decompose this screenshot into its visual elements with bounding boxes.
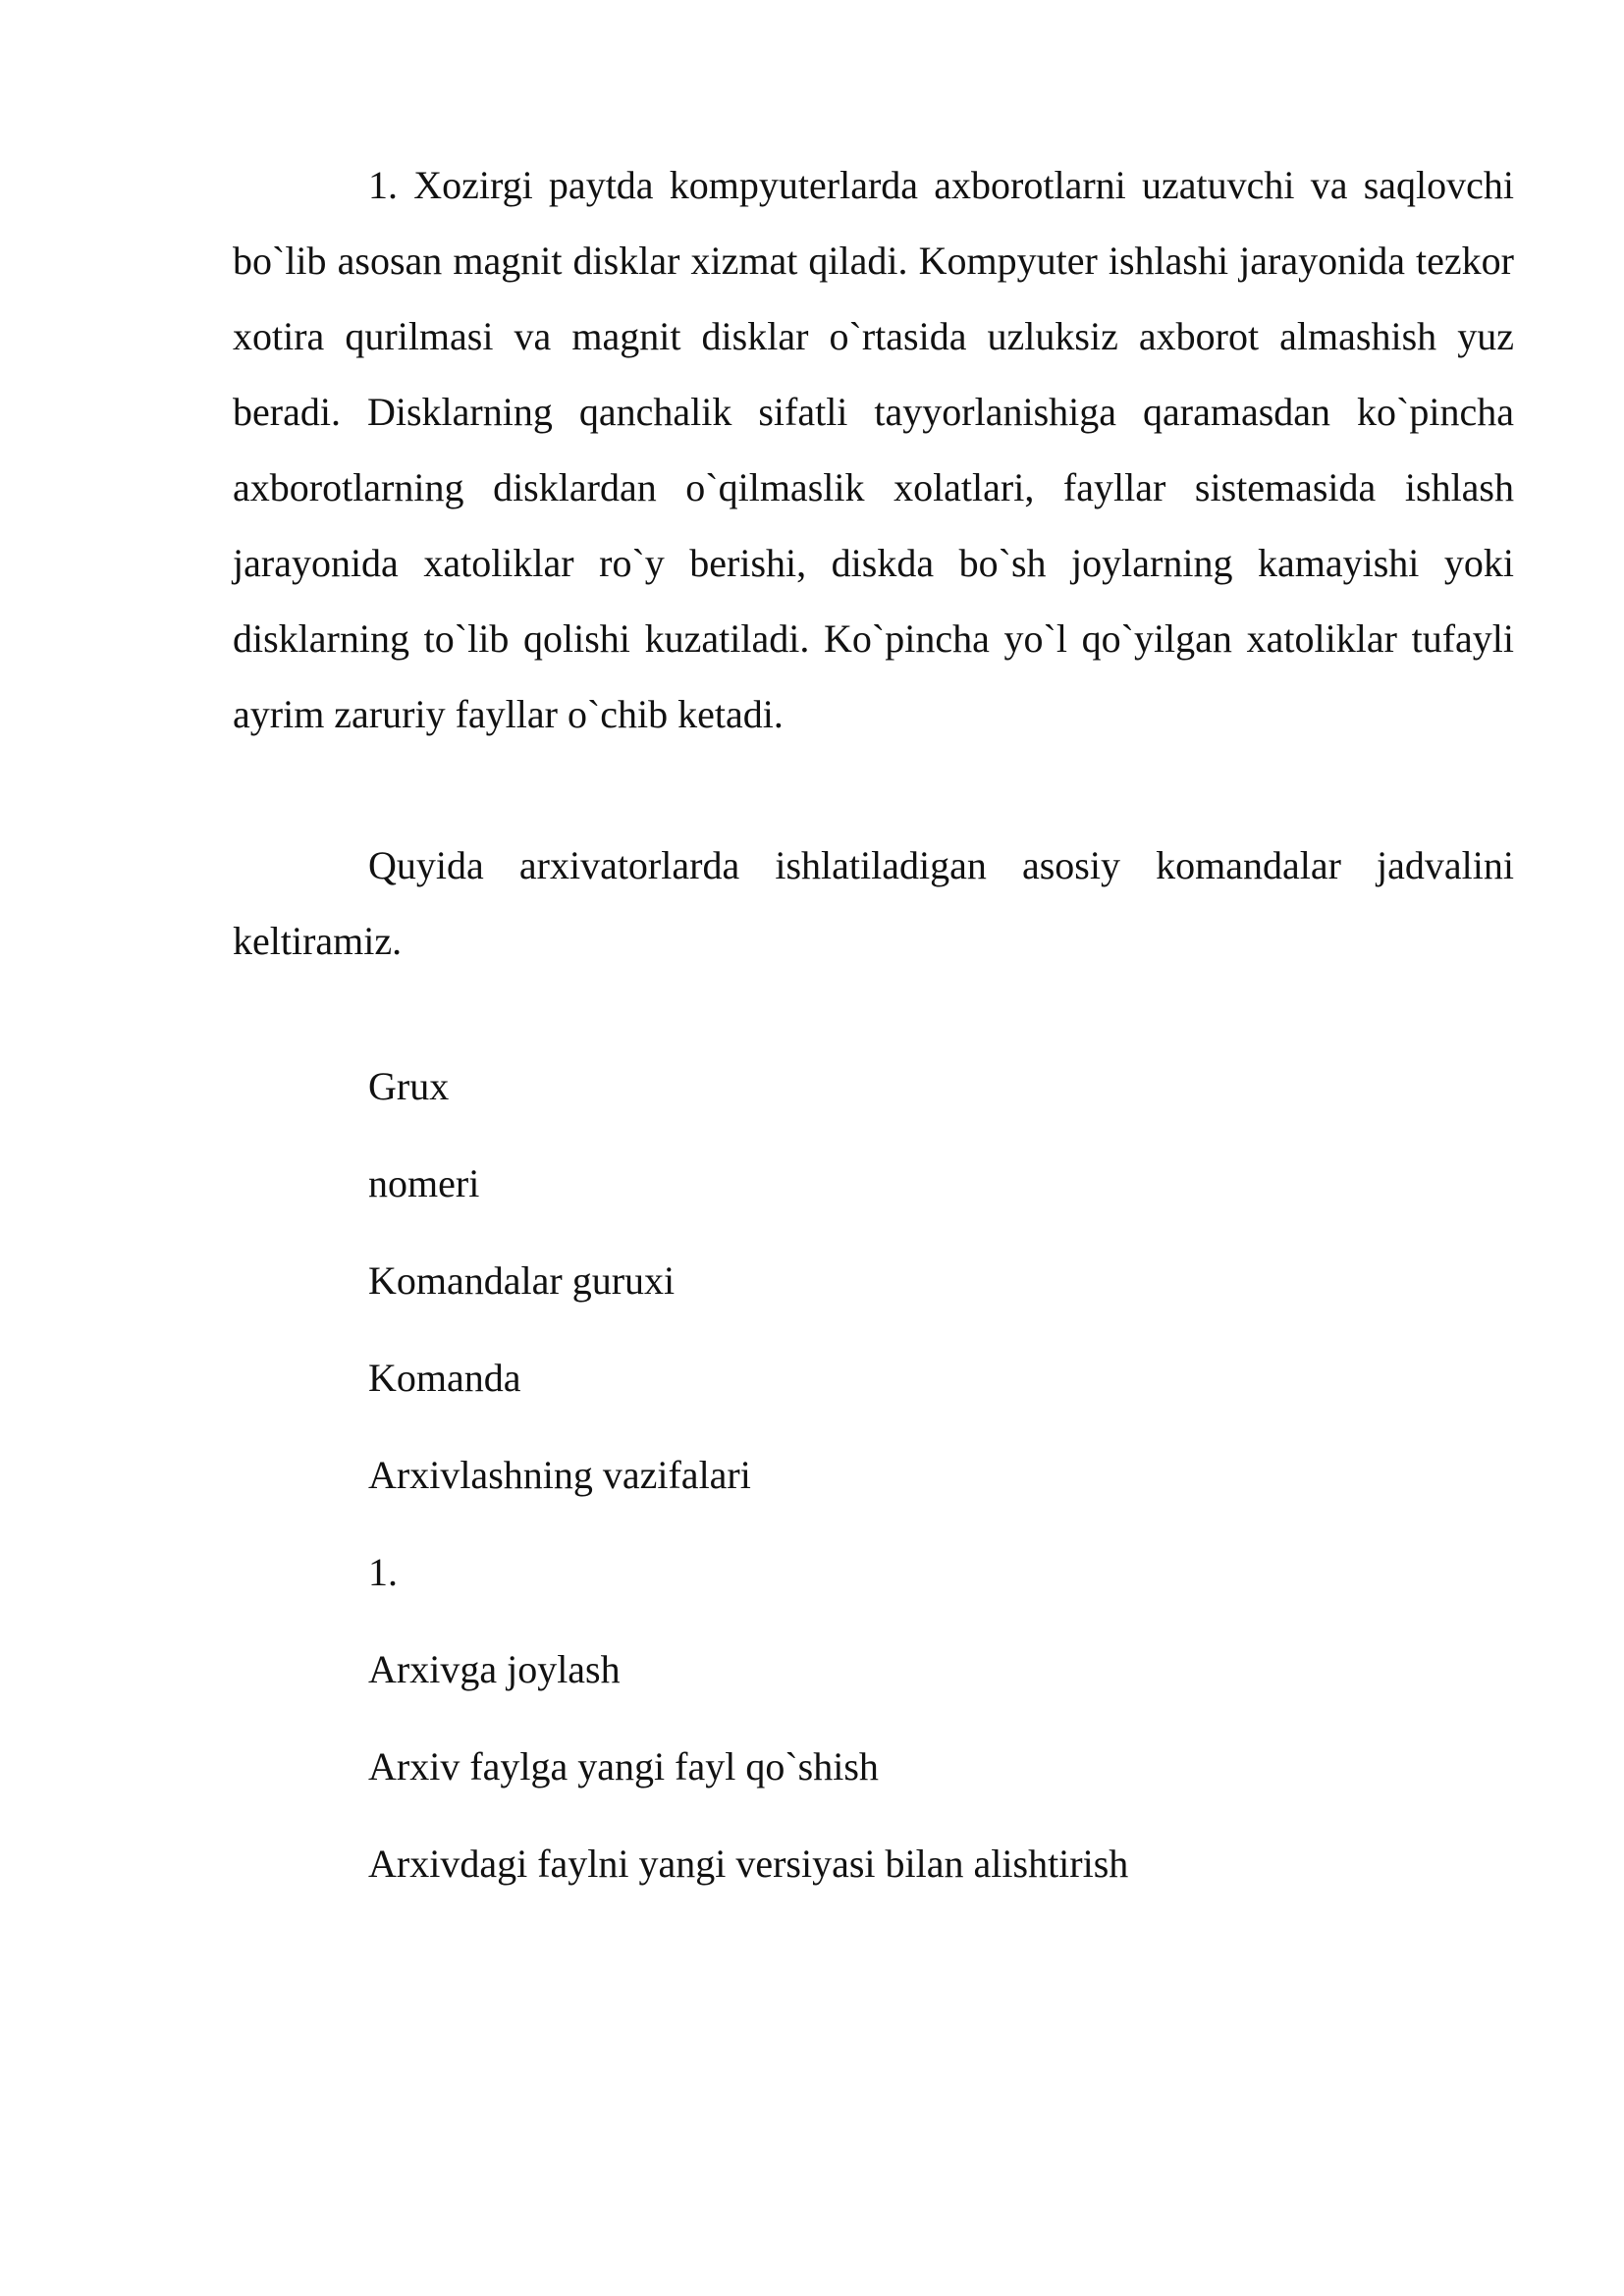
table-header-group-number-1: Grux [368, 1064, 450, 1108]
table-header-functions: Arxivlashning vazifalari [368, 1453, 751, 1497]
table-cell-group-number: 1. [368, 1550, 398, 1594]
table-header-group-number-2: nomeri [368, 1161, 480, 1205]
table-header-command-group: Komandalar guruxi [368, 1258, 676, 1303]
table-cell-function: Arxivdagi faylni yangi versiyasi bilan alishtirish [368, 1842, 1129, 1886]
table-cell-group-name: Arxivga joylash [368, 1647, 621, 1691]
paragraph-table-intro: Quyida arxivatorlarda ishlatiladigan asosiy komandalar jadvalini keltiramiz. [233, 843, 1514, 963]
paragraph-intro: 1. Xozirgi paytda kompyuterlarda axborotlarni uzatuvchi va saqlovchi bo`lib asosan magnit disklar xizmat qiladi. Kompyuter ishlashi jarayonida tezkor xotira qurilmasi va magnit disklar o`rtasida uzluksiz axborot almashish yuz beradi. Disklarning qanchalik sifatli tayyorlanishiga qaramasdan ko`pincha axborotlarning disklardan o`qilmaslik xolatlari, fayllar sistemasida ishlash jarayonida xatoliklar ro`y berishi, diskda bo`sh joylarning kamayishi yoki disklarning to`lib qolishi kuzatiladi. Ko`pincha yo`l qo`yilgan xatoliklar tufayli ayrim zaruriy fayllar o`chib ketadi. [233, 163, 1514, 736]
table-cell-function: Arxiv faylga yangi fayl qo`shish [368, 1744, 879, 1789]
table-header-command: Komanda [368, 1356, 521, 1400]
command-table-text [233, 1054, 1514, 1896]
document-page [233, 147, 1514, 1896]
